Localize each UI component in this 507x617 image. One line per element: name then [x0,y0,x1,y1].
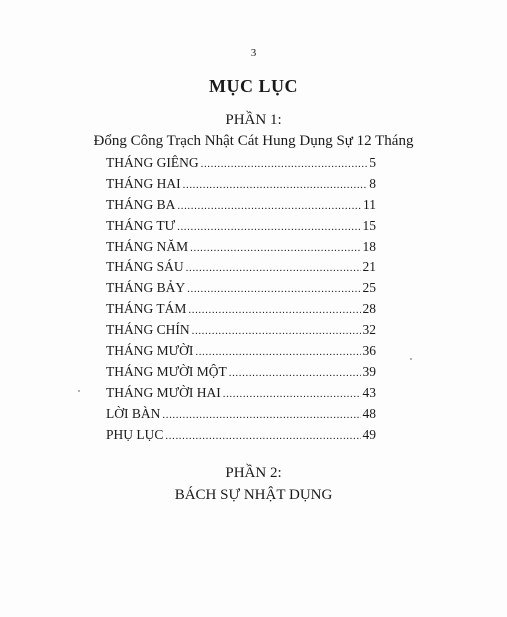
toc-entry-thang-ba [106,197,376,218]
toc-entry-page: 8 [369,175,376,191]
dot-leader [187,283,360,295]
toc-entry-thang-tam [106,301,376,322]
scan-speck [410,358,412,360]
toc-entry-page: 15 [362,217,376,233]
toc-entry-label: THÁNG BA [106,196,176,212]
dot-leader [165,430,360,442]
dot-leader [223,388,361,400]
dot-leader [177,200,361,212]
toc-entry-page: 48 [362,405,376,421]
toc-entry-page: 28 [362,301,376,317]
toc-entry-thang-nam [106,239,376,260]
toc-entry-thang-muoi-hai [106,385,376,406]
toc-entry-label: THÁNG TƯ [106,217,176,233]
dot-leader [201,158,368,170]
toc-entry-page: 39 [362,363,376,379]
toc-entry-page: 21 [362,259,376,275]
toc-entry-phu-luc [106,427,376,448]
toc-entry-thang-bay [106,280,376,301]
dot-leader [177,221,360,233]
toc-entry-loi-ban [106,406,376,427]
toc-entry-label: THÁNG GIÊNG [106,155,199,170]
toc-entry-page: 49 [362,426,376,442]
dot-leader [188,304,360,316]
toc-entry-thang-muoi-mot [106,364,376,385]
toc-entry-thang-sau [106,259,376,280]
part2-subtitle: BÁCH SỰ NHẬT DỤNG [174,487,333,503]
toc-entry-label: THÁNG CHÍN [106,322,190,338]
scan-speck [78,390,80,392]
dot-leader [186,262,361,274]
dot-leader [195,346,360,358]
part1-subtitle: Đổng Công Trạch Nhật Cát Hung Dụng Sự 12 Tháng [93,133,414,149]
toc-title: MỤC LỤC [209,76,298,96]
toc-entry-label: THÁNG MƯỜI MỘT [106,363,227,379]
toc-entry-label: THÁNG SÁU [106,259,184,275]
toc-entry-label: THÁNG NĂM [106,238,189,254]
toc-entry-label: LỜI BÀN [106,405,161,421]
toc-entry-thang-chin [106,322,376,343]
toc-list [106,155,376,447]
part2-label: PHẦN 2: [225,465,282,481]
toc-entry-thang-muoi [106,343,376,364]
toc-entry-label: THÁNG BẢY [106,280,186,296]
toc-entry-label: THÁNG MƯỜI HAI [106,384,221,400]
dot-leader [162,409,360,421]
toc-entry-label: THÁNG MƯỜI [106,343,194,359]
toc-entry-page: 43 [362,384,376,400]
toc-entry-page: 5 [369,155,376,170]
toc-entry-label: PHỤ LỤC [106,426,164,442]
dot-leader [183,179,368,191]
toc-entry-thang-gieng [106,155,376,176]
dot-leader [229,367,361,379]
toc-entry-thang-hai [106,176,376,197]
toc-entry-thang-tu [106,218,376,239]
toc-entry-label: THÁNG HAI [106,175,181,191]
toc-entry-page: 32 [362,322,376,338]
part1-label: PHẦN 1: [225,112,282,128]
dot-leader [192,325,361,337]
toc-entry-page: 11 [363,196,376,212]
toc-entry-page: 25 [362,280,376,296]
toc-entry-page: 18 [362,238,376,254]
toc-entry-page: 36 [362,343,376,359]
page-number: 3 [250,47,257,59]
toc-entry-label: THÁNG TÁM [106,301,187,317]
dot-leader [190,242,360,254]
